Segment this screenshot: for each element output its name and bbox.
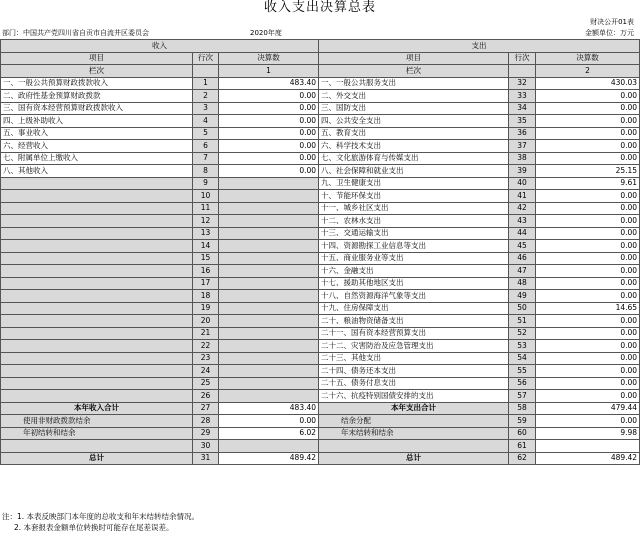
- expense-amount: 0.00: [536, 252, 640, 265]
- expense-item: 二十三、其他支出: [319, 352, 509, 365]
- table-row: [1, 152, 640, 165]
- income-row-no: 9: [193, 177, 219, 190]
- income-summary-row-no: 30: [193, 440, 219, 453]
- expense-amount: 0.00: [536, 190, 640, 203]
- expense-amount: 14.65: [536, 302, 640, 315]
- expense-total-amount: 489.42: [536, 452, 640, 465]
- expense-amount: 430.03: [536, 77, 640, 90]
- table-row: [1, 115, 640, 128]
- income-row-no: 24: [193, 365, 219, 378]
- expense-amount: 0.00: [536, 277, 640, 290]
- expense-row-no: 36: [509, 127, 536, 140]
- income-row-no: 26: [193, 390, 219, 403]
- expense-column-number: 2: [536, 65, 640, 78]
- summary-row: [1, 427, 640, 440]
- table-row: [1, 340, 640, 353]
- income-amount: 0.00: [219, 140, 319, 153]
- income-row-no: 4: [193, 115, 219, 128]
- table-row: [1, 77, 640, 90]
- expense-item: 七、文化旅游体育与传媒支出: [319, 152, 509, 165]
- expense-amount: 0.00: [536, 365, 640, 378]
- expense-summary-item: [319, 440, 509, 453]
- expense-summary-item: 年末结转和结余: [319, 427, 509, 440]
- expense-row-no: 42: [509, 202, 536, 215]
- expense-item: 十六、金融支出: [319, 265, 509, 278]
- income-amount: [219, 177, 319, 190]
- expense-amount: 0.00: [536, 240, 640, 253]
- income-summary-amount: [219, 440, 319, 453]
- income-expense-table: [0, 39, 640, 465]
- expense-row-no: 51: [509, 315, 536, 328]
- footnote-2: 2. 本套报表金额单位转换时可能存在尾差误差。: [14, 523, 174, 532]
- income-amount: [219, 265, 319, 278]
- income-amount: [219, 252, 319, 265]
- income-item: 一、一般公共预算财政拨款收入: [1, 77, 193, 90]
- expense-row-no: 32: [509, 77, 536, 90]
- income-item: [1, 265, 193, 278]
- expense-item: 八、社会保障和就业支出: [319, 165, 509, 178]
- income-section-header: 收入: [1, 40, 319, 53]
- expense-summary-amount: 9.98: [536, 427, 640, 440]
- expense-amount: 0.00: [536, 265, 640, 278]
- income-summary-amount: 483.40: [219, 402, 319, 415]
- column-number-row: [1, 65, 640, 78]
- income-amount-header: 决算数: [219, 52, 319, 65]
- expense-item: 二十五、债务付息支出: [319, 377, 509, 390]
- expense-amount: 0.00: [536, 390, 640, 403]
- income-total-amount: 489.42: [219, 452, 319, 465]
- table-row: [1, 215, 640, 228]
- income-row-no: 25: [193, 377, 219, 390]
- income-item: [1, 302, 193, 315]
- expense-summary-amount: [536, 440, 640, 453]
- income-amount: [219, 327, 319, 340]
- income-item: [1, 252, 193, 265]
- income-item: 三、国有资本经营预算财政拨款收入: [1, 102, 193, 115]
- table-row: [1, 315, 640, 328]
- income-item: [1, 327, 193, 340]
- income-row-no: 22: [193, 340, 219, 353]
- report-meta: [0, 28, 640, 39]
- income-item: [1, 277, 193, 290]
- expense-column-label: 栏次: [319, 65, 509, 78]
- income-row-no: 11: [193, 202, 219, 215]
- expense-item: 九、卫生健康支出: [319, 177, 509, 190]
- income-amount: [219, 340, 319, 353]
- expense-amount-header: 决算数: [536, 52, 640, 65]
- table-row: [1, 190, 640, 203]
- expense-row-no: 52: [509, 327, 536, 340]
- income-item-header: 项目: [1, 52, 193, 65]
- income-amount: [219, 315, 319, 328]
- expense-summary-item: 本年支出合计: [319, 402, 509, 415]
- expense-row-no: 37: [509, 140, 536, 153]
- income-item: [1, 340, 193, 353]
- income-item: 四、上级补助收入: [1, 115, 193, 128]
- expense-row-no: 54: [509, 352, 536, 365]
- income-summary-item: 年初结转和结余: [1, 427, 193, 440]
- expense-amount: 0.00: [536, 127, 640, 140]
- income-row-no: 5: [193, 127, 219, 140]
- expense-column-blank: [509, 65, 536, 78]
- income-item: [1, 215, 193, 228]
- total-row: [1, 452, 640, 465]
- expense-item: 二十四、债务还本支出: [319, 365, 509, 378]
- expense-item: 十八、自然资源海洋气象等支出: [319, 290, 509, 303]
- income-amount: [219, 390, 319, 403]
- income-item: [1, 352, 193, 365]
- income-summary-row-no: 27: [193, 402, 219, 415]
- income-item: 五、事业收入: [1, 127, 193, 140]
- income-total-row-no: 31: [193, 452, 219, 465]
- footnote-1: 注：1. 本表反映部门本年度的总收支和年末结转结余情况。: [2, 512, 200, 521]
- table-row: [1, 327, 640, 340]
- income-summary-item: 使用非财政拨款结余: [1, 415, 193, 428]
- expense-item: 三、国防支出: [319, 102, 509, 115]
- income-row-header: 行次: [193, 52, 219, 65]
- income-item: [1, 227, 193, 240]
- expense-amount: 0.00: [536, 102, 640, 115]
- table-row: [1, 352, 640, 365]
- income-amount: 0.00: [219, 127, 319, 140]
- table-row: [1, 102, 640, 115]
- income-row-no: 20: [193, 315, 219, 328]
- income-amount: [219, 352, 319, 365]
- income-column-label: 栏次: [1, 65, 193, 78]
- income-summary-item: 本年收入合计: [1, 402, 193, 415]
- expense-row-no: 56: [509, 377, 536, 390]
- table-row: [1, 90, 640, 103]
- footnotes: [2, 511, 199, 533]
- expense-row-no: 48: [509, 277, 536, 290]
- expense-item: 十七、援助其他地区支出: [319, 277, 509, 290]
- income-row-no: 8: [193, 165, 219, 178]
- income-row-no: 23: [193, 352, 219, 365]
- income-amount: [219, 302, 319, 315]
- income-amount: 0.00: [219, 90, 319, 103]
- income-item: [1, 202, 193, 215]
- expense-row-no: 53: [509, 340, 536, 353]
- income-row-no: 1: [193, 77, 219, 90]
- income-row-no: 6: [193, 140, 219, 153]
- income-row-no: 17: [193, 277, 219, 290]
- expense-item: 十五、商业服务业等支出: [319, 252, 509, 265]
- expense-item: 十一、城乡社区支出: [319, 202, 509, 215]
- table-row: [1, 365, 640, 378]
- income-item: 八、其他收入: [1, 165, 193, 178]
- expense-summary-row-no: 58: [509, 402, 536, 415]
- expense-amount: 0.00: [536, 115, 640, 128]
- expense-row-no: 41: [509, 190, 536, 203]
- expense-amount: 0.00: [536, 140, 640, 153]
- expense-amount: 0.00: [536, 90, 640, 103]
- summary-row: [1, 402, 640, 415]
- expense-amount: 0.00: [536, 352, 640, 365]
- expense-row-no: 43: [509, 215, 536, 228]
- expense-row-no: 35: [509, 115, 536, 128]
- expense-amount: 9.61: [536, 177, 640, 190]
- expense-amount: 25.15: [536, 165, 640, 178]
- year-label: 2020年度: [250, 29, 282, 37]
- income-amount: [219, 190, 319, 203]
- income-item: 七、附属单位上缴收入: [1, 152, 193, 165]
- income-summary-row-no: 28: [193, 415, 219, 428]
- expense-row-no: 38: [509, 152, 536, 165]
- income-item: 六、经营收入: [1, 140, 193, 153]
- income-amount: [219, 290, 319, 303]
- income-row-no: 12: [193, 215, 219, 228]
- expense-row-no: 39: [509, 165, 536, 178]
- department-label: 部门：中国共产党四川省自贡市自流井区委员会: [2, 29, 149, 37]
- income-amount: 483.40: [219, 77, 319, 90]
- income-row-no: 18: [193, 290, 219, 303]
- expense-row-no: 44: [509, 227, 536, 240]
- table-row: [1, 165, 640, 178]
- expense-item: 十九、住房保障支出: [319, 302, 509, 315]
- expense-amount: 0.00: [536, 202, 640, 215]
- income-summary-row-no: 29: [193, 427, 219, 440]
- income-item: 二、政府性基金预算财政拨款: [1, 90, 193, 103]
- income-row-no: 19: [193, 302, 219, 315]
- income-item: [1, 390, 193, 403]
- income-amount: [219, 365, 319, 378]
- expense-summary-amount: 479.44: [536, 402, 640, 415]
- income-amount: 0.00: [219, 165, 319, 178]
- income-amount: [219, 377, 319, 390]
- income-amount: [219, 227, 319, 240]
- table-row: [1, 202, 640, 215]
- expense-row-no: 40: [509, 177, 536, 190]
- expense-total-label: 总计: [319, 452, 509, 465]
- column-header-row: [1, 52, 640, 65]
- expense-amount: 0.00: [536, 327, 640, 340]
- expense-item-header: 项目: [319, 52, 509, 65]
- expense-row-no: 47: [509, 265, 536, 278]
- expense-summary-row-no: 60: [509, 427, 536, 440]
- expense-section-header: 支出: [319, 40, 640, 53]
- expense-amount: 0.00: [536, 340, 640, 353]
- income-row-no: 10: [193, 190, 219, 203]
- expense-row-no: 55: [509, 365, 536, 378]
- income-item: [1, 177, 193, 190]
- expense-item: 二十二、灾害防治及应急管理支出: [319, 340, 509, 353]
- expense-row-no: 45: [509, 240, 536, 253]
- expense-item: 十二、农林水支出: [319, 215, 509, 228]
- income-row-no: 15: [193, 252, 219, 265]
- income-item: [1, 190, 193, 203]
- expense-row-no: 57: [509, 390, 536, 403]
- expense-total-row-no: 62: [509, 452, 536, 465]
- expense-row-no: 46: [509, 252, 536, 265]
- table-row: [1, 265, 640, 278]
- income-row-no: 21: [193, 327, 219, 340]
- expense-item: 二、外交支出: [319, 90, 509, 103]
- table-row: [1, 290, 640, 303]
- expense-amount: 0.00: [536, 227, 640, 240]
- income-summary-amount: 6.02: [219, 427, 319, 440]
- table-row: [1, 277, 640, 290]
- income-row-no: 3: [193, 102, 219, 115]
- income-amount: [219, 240, 319, 253]
- expense-item: 二十一、国有资本经营预算支出: [319, 327, 509, 340]
- income-row-no: 2: [193, 90, 219, 103]
- expense-amount: 0.00: [536, 377, 640, 390]
- table-row: [1, 390, 640, 403]
- table-row: [1, 177, 640, 190]
- income-summary-item: [1, 440, 193, 453]
- expense-row-no: 49: [509, 290, 536, 303]
- income-amount: [219, 202, 319, 215]
- expense-summary-row-no: 59: [509, 415, 536, 428]
- expense-item: 十四、资源勘探工业信息等支出: [319, 240, 509, 253]
- expense-amount: 0.00: [536, 290, 640, 303]
- expense-summary-amount: 0.00: [536, 415, 640, 428]
- income-item: [1, 290, 193, 303]
- form-number: 财决公开01表: [590, 18, 634, 26]
- income-amount: [219, 277, 319, 290]
- expense-amount: 0.00: [536, 315, 640, 328]
- table-row: [1, 240, 640, 253]
- table-row: [1, 302, 640, 315]
- table-row: [1, 377, 640, 390]
- income-column-number: 1: [219, 65, 319, 78]
- income-amount: 0.00: [219, 152, 319, 165]
- income-item: [1, 365, 193, 378]
- table-row: [1, 252, 640, 265]
- expense-item: 五、教育支出: [319, 127, 509, 140]
- income-item: [1, 240, 193, 253]
- summary-row: [1, 415, 640, 428]
- expense-item: 十三、交通运输支出: [319, 227, 509, 240]
- income-summary-amount: 0.00: [219, 415, 319, 428]
- expense-item: 四、公共安全支出: [319, 115, 509, 128]
- income-amount: [219, 215, 319, 228]
- expense-item: 二十、粮油物资储备支出: [319, 315, 509, 328]
- income-item: [1, 377, 193, 390]
- expense-item: 二十六、抗疫特别国债安排的支出: [319, 390, 509, 403]
- expense-amount: 0.00: [536, 215, 640, 228]
- income-item: [1, 315, 193, 328]
- section-header-row: [1, 40, 640, 53]
- expense-item: 六、科学技术支出: [319, 140, 509, 153]
- income-row-no: 13: [193, 227, 219, 240]
- report-title: 收入支出决算总表: [263, 0, 376, 15]
- table-row: [1, 127, 640, 140]
- expense-summary-item: 结余分配: [319, 415, 509, 428]
- income-row-no: 14: [193, 240, 219, 253]
- income-amount: 0.00: [219, 115, 319, 128]
- expense-item: 一、一般公共服务支出: [319, 77, 509, 90]
- table-row: [1, 140, 640, 153]
- expense-row-header: 行次: [509, 52, 536, 65]
- income-amount: 0.00: [219, 102, 319, 115]
- income-column-blank: [193, 65, 219, 78]
- expense-row-no: 50: [509, 302, 536, 315]
- unit-label: 金额单位：万元: [585, 29, 634, 37]
- expense-summary-row-no: 61: [509, 440, 536, 453]
- expense-item: 十、节能环保支出: [319, 190, 509, 203]
- summary-row: [1, 440, 640, 453]
- expense-row-no: 34: [509, 102, 536, 115]
- expense-amount: 0.00: [536, 152, 640, 165]
- income-row-no: 16: [193, 265, 219, 278]
- income-row-no: 7: [193, 152, 219, 165]
- income-total-label: 总计: [1, 452, 193, 465]
- table-row: [1, 227, 640, 240]
- expense-row-no: 33: [509, 90, 536, 103]
